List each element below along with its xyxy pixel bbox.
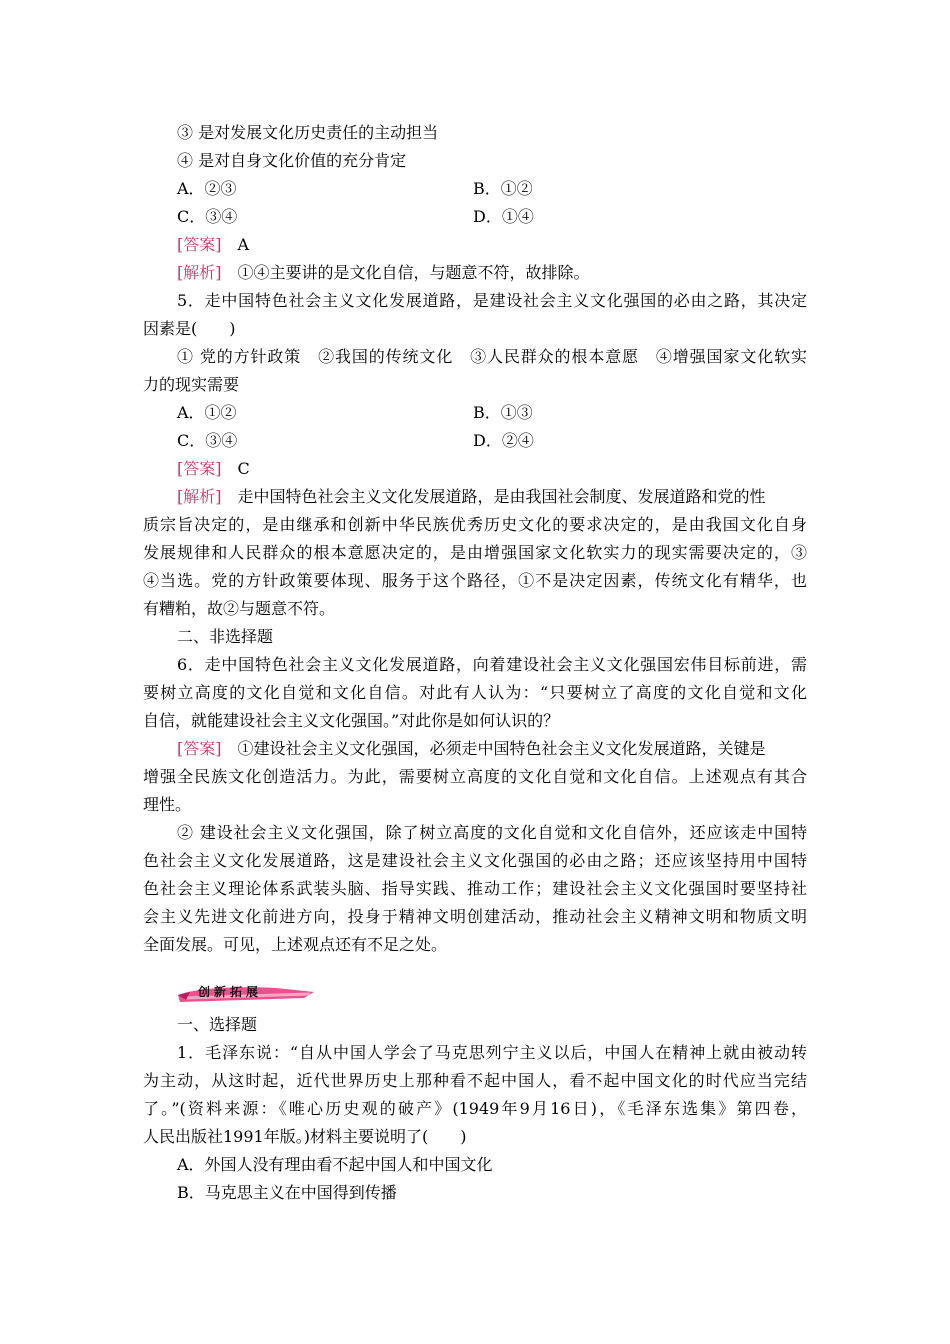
q1-stem-line-3: 了。”(资料来源：《唯心历史观的破产》(1949年9月16日)，《毛泽东选集》第四卷， bbox=[143, 1099, 807, 1118]
q5-stem-line-1: 5．走中国特色社会主义文化发展道路，是建设社会主义文化强国的必由之路，其决定 bbox=[177, 291, 807, 310]
q4-item-4: ④ 是对自身文化价值的充分肯定 bbox=[177, 151, 407, 170]
q1-stem-line-2: 为主动，从这时起，近代世界历史上那种看不起中国人，看不起中国文化的时代应当完结 bbox=[143, 1071, 807, 1090]
q1-option-a: A．外国人没有理由看不起中国人和中国文化 bbox=[177, 1155, 493, 1174]
q5-analysis-line-2: 质宗旨决定的，是由继承和创新中华民族优秀历史文化的要求决定的，是由我国文化自身 bbox=[143, 515, 807, 534]
q1-option-b: B．马克思主义在中国得到传播 bbox=[177, 1183, 397, 1202]
q4-analysis bbox=[177, 263, 590, 285]
q1-stem-line-4: 人民出版社1991年版。)材料主要说明了( ) bbox=[143, 1127, 467, 1146]
analysis-text: ①④主要讲的是文化自信，与题意不符，故排除。 bbox=[237, 263, 590, 282]
q4-item-3: ③ 是对发展文化历史责任的主动担当 bbox=[177, 123, 439, 142]
analysis-tag: [解析] bbox=[177, 263, 222, 282]
q6-para2-line-5: 全面发展。可见，上述观点还有不足之处。 bbox=[143, 935, 448, 954]
q5-option-b: B．①③ bbox=[473, 403, 533, 422]
q4-option-b: B．①② bbox=[473, 179, 533, 198]
analysis-text: 走中国特色社会主义文化发展道路，是由我国社会制度、发展道路和党的性 bbox=[237, 487, 766, 506]
q5-items-line-2: 力的现实需要 bbox=[143, 375, 240, 394]
banner-title: 创新拓展 bbox=[198, 985, 263, 999]
section-heading-choice: 一、选择题 bbox=[177, 1015, 258, 1034]
section-banner bbox=[176, 982, 316, 1006]
q5-answer bbox=[177, 459, 250, 481]
q5-analysis-line-3: 发展规律和人民群众的根本意愿决定的，是由增强国家文化软实力的现实需要决定的，③ bbox=[143, 543, 807, 562]
q6-stem-line-3: 自信，就能建设社会主义文化强国。”对此你是如何认识的？ bbox=[143, 711, 560, 730]
q6-stem-line-2: 要树立高度的文化自觉和文化自信。对此有人认为：“只要树立了高度的文化自觉和文化 bbox=[143, 683, 807, 702]
q6-stem-line-1: 6．走中国特色社会主义文化发展道路，向着建设社会主义文化强国宏伟目标前进，需 bbox=[177, 655, 807, 674]
answer-text: ①建设社会主义文化强国，必须走中国特色社会主义文化发展道路，关键是 bbox=[237, 739, 766, 758]
answer-tag: [答案] bbox=[177, 235, 222, 254]
q6-para2-line-1: ② 建设社会主义文化强国，除了树立高度的文化自觉和文化自信外，还应该走中国特 bbox=[177, 823, 807, 842]
q5-analysis-line-5: 有糟粕，故②与题意不符。 bbox=[143, 599, 336, 618]
q5-option-a: A．①② bbox=[177, 403, 237, 422]
q6-answer-line-1 bbox=[177, 739, 766, 761]
q4-option-a: A．②③ bbox=[177, 179, 237, 198]
q4-option-d: D．①④ bbox=[473, 207, 534, 226]
q5-option-d: D．②④ bbox=[473, 431, 534, 450]
q1-stem-line-1: 1．毛泽东说：“自从中国人学会了马克思列宁主义以后，中国人在精神上就由被动转 bbox=[177, 1043, 807, 1062]
answer-tag: [答案] bbox=[177, 739, 222, 758]
q5-option-c: C．③④ bbox=[177, 431, 238, 450]
q6-answer-line-2: 增强全民族文化创造活力。为此，需要树立高度的文化自觉和文化自信。上述观点有其合 bbox=[143, 767, 807, 786]
q4-option-c: C．③④ bbox=[177, 207, 238, 226]
answer-value: C bbox=[237, 459, 250, 478]
answer-value: A bbox=[237, 235, 250, 254]
q5-stem-line-2: 因素是( ) bbox=[143, 319, 236, 338]
analysis-tag: [解析] bbox=[177, 487, 222, 506]
answer-tag: [答案] bbox=[177, 459, 222, 478]
q6-para2-line-4: 会主义先进文化前进方向，投身于精神文明创建活动，推动社会主义精神文明和物质文明 bbox=[143, 907, 807, 926]
q5-analysis-line-4: ④当选。党的方针政策要体现、服务于这个路径，①不是决定因素，传统文化有精华，也 bbox=[143, 571, 807, 590]
section-heading-non-choice: 二、非选择题 bbox=[177, 627, 274, 646]
q6-para2-line-2: 色社会主义文化发展道路，这是建设社会主义文化强国的必由之路；还应该坚持用中国特 bbox=[143, 851, 807, 870]
q4-answer bbox=[177, 235, 249, 257]
q6-answer-line-3: 理性。 bbox=[143, 795, 192, 814]
q6-para2-line-3: 色社会主义理论体系武装头脑、指导实践、推动工作；建设社会主义文化强国时要坚持社 bbox=[143, 879, 807, 898]
q5-items-line-1: ① 党的方针政策 ②我国的传统文化 ③人民群众的根本意愿 ④增强国家文化软实 bbox=[177, 347, 807, 366]
q5-analysis-line-1 bbox=[177, 487, 766, 509]
